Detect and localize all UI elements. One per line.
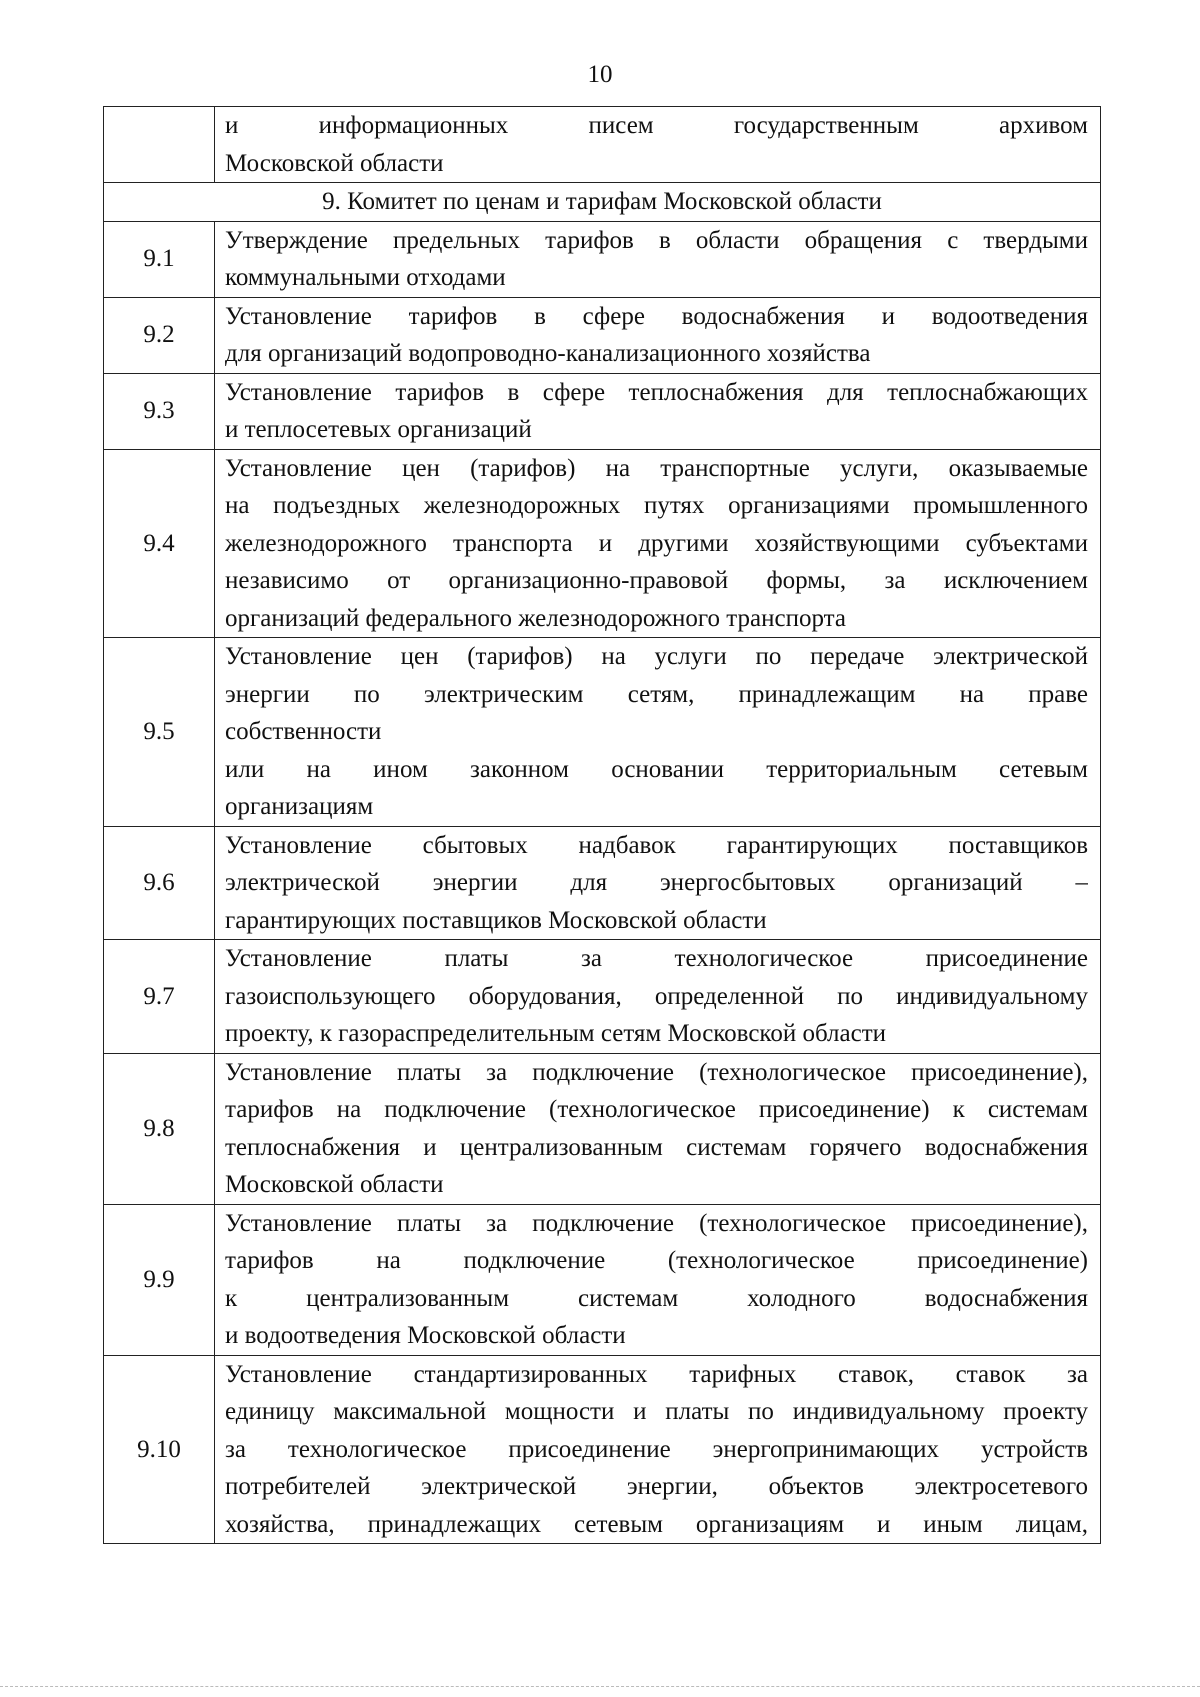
text-line: Установление сбытовых надбавок гарантирующих поставщиков — [225, 831, 1088, 859]
row-text-cell — [215, 221, 1101, 297]
text-line: собственности — [225, 718, 382, 745]
row-number: 9.8 — [104, 1053, 215, 1204]
text-line: потребителей электрической энергии, объектов электросетевого — [225, 1473, 1088, 1500]
table-row — [104, 221, 1101, 297]
table-row — [104, 940, 1101, 1054]
text-line: или на ином законном основании территориальным сетевым — [225, 755, 1088, 783]
table-body — [104, 107, 1101, 1544]
row-text-cell — [215, 1355, 1101, 1544]
text-line: независимо от организационно-правовой формы, за исключением — [225, 567, 1088, 594]
text-line: Установление цен (тарифов) на услуги по передаче электрической — [225, 643, 1088, 670]
text-line: на подъездных железнодорожных путях организациями промышленного — [225, 492, 1088, 519]
page-footer-line — [0, 1686, 1200, 1687]
text-line: Московской области — [225, 1171, 444, 1198]
text-line: Установление цен (тарифов) на транспортные услуги, оказываемые — [225, 454, 1088, 482]
text-line: железнодорожного транспорта и другими хозяйствующими субъектами — [225, 529, 1088, 557]
page-number: 10 — [587, 61, 613, 88]
row-number: 9.1 — [104, 221, 215, 297]
text-line: Установление тарифов в сфере теплоснабжения для теплоснабжающих — [225, 378, 1088, 406]
text-line: электрической энергии для энергосбытовых организаций – — [225, 869, 1088, 896]
row-number: 9.10 — [104, 1355, 215, 1544]
table-row — [104, 1204, 1101, 1355]
text-line: и информационных писем государственным архивом — [225, 112, 1088, 139]
text-line: к централизованным системам холодного водоснабжения — [225, 1284, 1088, 1312]
row-text-cell — [215, 373, 1101, 449]
text-line: гарантирующих поставщиков Московской области — [225, 906, 767, 934]
services-table — [103, 106, 1101, 1544]
text-line: и водоотведения Московской области — [225, 1322, 626, 1349]
text-line: тарифов на подключение (технологическое присоединение) — [225, 1247, 1088, 1274]
text-line: Установление платы за подключение (технологическое присоединение), — [225, 1058, 1088, 1086]
text-line: газоиспользующего оборудования, определенной по индивидуальному — [225, 982, 1088, 1010]
table-row — [104, 449, 1101, 638]
table-row-continuation — [104, 107, 1101, 183]
table-row — [104, 373, 1101, 449]
row-number: 9.2 — [104, 297, 215, 373]
row-text-cell — [215, 638, 1101, 827]
row-number-cell — [104, 107, 215, 183]
text-line: проекту, к газораспределительным сетям Московской области — [225, 1020, 887, 1047]
text-line: тарифов на подключение (технологическое присоединение) к системам — [225, 1096, 1088, 1123]
table-row — [104, 826, 1101, 940]
table-row-section-heading — [104, 183, 1101, 222]
row-text-cell — [215, 1053, 1101, 1204]
text-line: Установление стандартизированных тарифных ставок, ставок за — [225, 1360, 1088, 1388]
section-heading: 9. Комитет по ценам и тарифам Московской области — [104, 183, 1101, 222]
text-line: коммунальными отходами — [225, 264, 506, 291]
text-line: хозяйства, принадлежащих сетевым организациям и иным лицам, — [225, 1510, 1088, 1538]
row-number: 9.4 — [104, 449, 215, 638]
row-number: 9.7 — [104, 940, 215, 1054]
text-line: Утверждение предельных тарифов в области обращения с твердыми — [225, 226, 1088, 254]
text-line: Установление платы за технологическое присоединение — [225, 945, 1088, 972]
row-number: 9.5 — [104, 638, 215, 827]
table-row — [104, 1053, 1101, 1204]
text-line: организаций федерального железнодорожного транспорта — [225, 604, 846, 632]
text-line: организациям — [225, 793, 374, 820]
text-line: за технологическое присоединение энергопринимающих устройств — [225, 1435, 1088, 1463]
row-text-cell — [215, 826, 1101, 940]
row-number: 9.9 — [104, 1204, 215, 1355]
table-row — [104, 1355, 1101, 1544]
row-text-cell — [215, 940, 1101, 1054]
row-text-cell — [215, 449, 1101, 638]
text-line: теплоснабжения и централизованным системам горячего водоснабжения — [225, 1133, 1088, 1161]
text-line: Установление тарифов в сфере водоснабжения и водоотведения — [225, 302, 1088, 330]
text-line: Московской области — [225, 149, 444, 177]
row-text-cell — [215, 107, 1101, 183]
text-line: Установление платы за подключение (технологическое присоединение), — [225, 1209, 1088, 1237]
text-line: энергии по электрическим сетям, принадлежащим на праве — [225, 680, 1088, 708]
row-text-cell — [215, 1204, 1101, 1355]
row-number: 9.6 — [104, 826, 215, 940]
row-number: 9.3 — [104, 373, 215, 449]
text-line: для организаций водопроводно-канализационного хозяйства — [225, 340, 871, 367]
table-row — [104, 638, 1101, 827]
table-row — [104, 297, 1101, 373]
text-line: и теплосетевых организаций — [225, 416, 532, 443]
text-line: единицу максимальной мощности и платы по индивидуальному проекту — [225, 1398, 1088, 1425]
row-text-cell — [215, 297, 1101, 373]
